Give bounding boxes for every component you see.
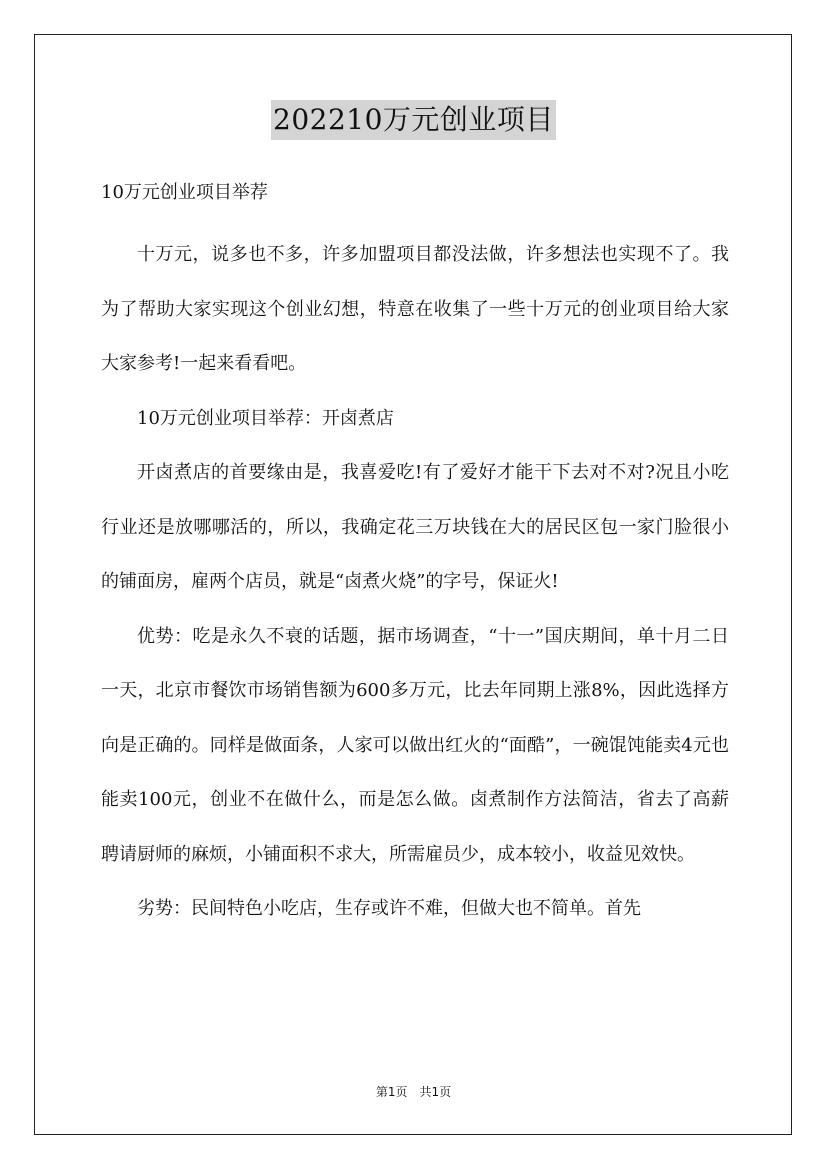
paragraph-disadvantage: 劣势：民间特色小吃店，生存或许不难，但做大也不简单。首先 [137, 898, 641, 919]
page-number: 第1页 [375, 1085, 408, 1099]
paragraph-reason: 开卤煮店的首要缘由是，我喜爱吃!有了爱好才能干下去对不对?况且小吃行业还是放哪哪活的，所以，我确定花三万块钱在大的居民区包一家门脸很小的铺面房，雇两个店员，就是“卤煮火烧”的字号，保证火! [101, 462, 729, 592]
document-title-container [0, 100, 827, 140]
document-title: 202210万元创业项目 [271, 100, 556, 140]
document-body [101, 228, 729, 937]
page-footer [0, 1083, 827, 1100]
paragraph-heading: 10万元创业项目举荐：开卤煮店 [137, 407, 394, 429]
paragraph-advantage: 优势：吃是永久不衰的话题，据市场调查，“十一”国庆期间，单十月二日一天，北京市餐饮市场销售额为600多万元，比去年同期上涨8%，因此选择方向是正确的。同样是做面条，人家可以做出红火的“面酷”，一碗馄饨能卖4元也能卖100元，创业不在做什么，而是怎么做。卤煮制作方法简洁，省去了高薪聘请厨师的麻烦，小铺面积不求大，所需雇员少，成本较小，收益见效快。 [101, 625, 729, 865]
paragraph-intro: 十万元，说多也不多，许多加盟项目都没法做，许多想法也实现不了。我为了帮助大家实现这个创业幻想，特意在收集了一些十万元的创业项目给大家大家参考!一起来看看吧。 [101, 244, 729, 374]
page-total: 共1页 [419, 1085, 452, 1099]
document-subtitle: 10万元创业项目举荐 [101, 182, 268, 203]
